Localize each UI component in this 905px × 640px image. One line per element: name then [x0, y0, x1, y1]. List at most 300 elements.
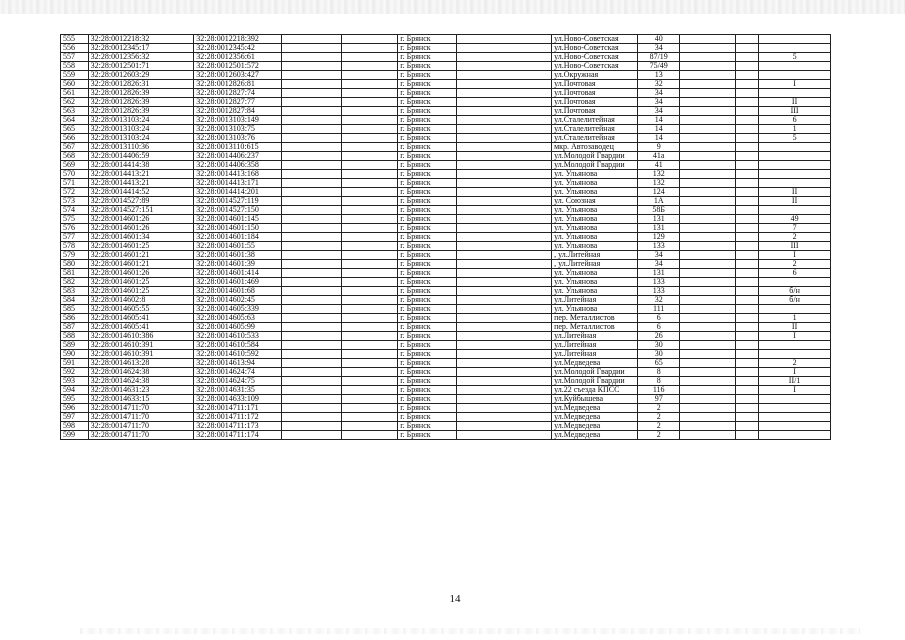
- empty-cell: [282, 260, 341, 269]
- apartment-cell: [759, 422, 831, 431]
- table-row: [61, 62, 831, 71]
- street-cell: ул.22 съезда КПСС: [552, 386, 638, 395]
- empty-cell: [341, 323, 397, 332]
- street-cell: ул.Литейная: [552, 350, 638, 359]
- empty-cell: [341, 98, 397, 107]
- empty-cell: [456, 98, 551, 107]
- table-row: [61, 377, 831, 386]
- apartment-cell: [759, 404, 831, 413]
- row-number-cell: 567: [61, 143, 89, 152]
- empty-cell: [680, 215, 735, 224]
- empty-cell: [735, 35, 759, 44]
- cadastral-number-land-cell: 32:28:0014711:70: [88, 431, 194, 440]
- city-cell: г. Брянск: [398, 233, 456, 242]
- cadastral-number-building-cell: 32:28:0012826:81: [194, 80, 282, 89]
- table-row: [61, 431, 831, 440]
- apartment-cell: [759, 89, 831, 98]
- table-row: [61, 278, 831, 287]
- empty-cell: [680, 242, 735, 251]
- empty-cell: [456, 197, 551, 206]
- empty-cell: [735, 278, 759, 287]
- house-number-cell: 6: [638, 323, 680, 332]
- empty-cell: [341, 251, 397, 260]
- empty-cell: [680, 62, 735, 71]
- empty-cell: [282, 215, 341, 224]
- empty-cell: [282, 422, 341, 431]
- empty-cell: [341, 116, 397, 125]
- table-row: [61, 368, 831, 377]
- empty-cell: [282, 242, 341, 251]
- street-cell: ул.Почтовая: [552, 107, 638, 116]
- empty-cell: [735, 296, 759, 305]
- empty-cell: [341, 125, 397, 134]
- street-cell: ул.Сталелитейная: [552, 134, 638, 143]
- empty-cell: [680, 80, 735, 89]
- empty-cell: [341, 413, 397, 422]
- empty-cell: [456, 341, 551, 350]
- house-number-cell: 34: [638, 98, 680, 107]
- cadastral-number-building-cell: 32:28:0012827:77: [194, 98, 282, 107]
- empty-cell: [282, 296, 341, 305]
- empty-cell: [735, 413, 759, 422]
- empty-cell: [735, 431, 759, 440]
- row-number-cell: 595: [61, 395, 89, 404]
- empty-cell: [680, 377, 735, 386]
- house-number-cell: 2: [638, 404, 680, 413]
- empty-cell: [341, 359, 397, 368]
- row-number-cell: 570: [61, 170, 89, 179]
- empty-cell: [341, 278, 397, 287]
- row-number-cell: 564: [61, 116, 89, 125]
- empty-cell: [680, 332, 735, 341]
- empty-cell: [735, 314, 759, 323]
- empty-cell: [456, 260, 551, 269]
- street-cell: ул.Почтовая: [552, 98, 638, 107]
- cadastral-number-building-cell: 32:28:0014605:99: [194, 323, 282, 332]
- cadastral-number-land-cell: 32:28:0014601:21: [88, 251, 194, 260]
- table-row: [61, 170, 831, 179]
- city-cell: г. Брянск: [398, 215, 456, 224]
- cadastral-number-land-cell: 32:28:0012345:17: [88, 44, 194, 53]
- empty-cell: [456, 206, 551, 215]
- cadastral-number-land-cell: 32:28:0014601:26: [88, 224, 194, 233]
- empty-cell: [735, 368, 759, 377]
- row-number-cell: 580: [61, 260, 89, 269]
- house-number-cell: 34: [638, 251, 680, 260]
- empty-cell: [456, 89, 551, 98]
- empty-cell: [341, 422, 397, 431]
- cadastral-number-land-cell: 32:28:0014605:55: [88, 305, 194, 314]
- city-cell: г. Брянск: [398, 395, 456, 404]
- empty-cell: [735, 71, 759, 80]
- apartment-cell: 5: [759, 134, 831, 143]
- row-number-cell: 598: [61, 422, 89, 431]
- empty-cell: [680, 206, 735, 215]
- empty-cell: [341, 341, 397, 350]
- apartment-cell: [759, 395, 831, 404]
- cadastral-number-building-cell: 32:28:0012827:84: [194, 107, 282, 116]
- street-cell: ул. Ульянова: [552, 233, 638, 242]
- page-number: 14: [449, 593, 461, 605]
- empty-cell: [456, 296, 551, 305]
- apartment-cell: [759, 305, 831, 314]
- street-cell: ул.Литейная: [552, 296, 638, 305]
- street-cell: ул.Литейная: [552, 332, 638, 341]
- house-number-cell: 32: [638, 80, 680, 89]
- apartment-cell: II: [759, 323, 831, 332]
- empty-cell: [341, 62, 397, 71]
- empty-cell: [456, 116, 551, 125]
- street-cell: , ул.Литейная: [552, 251, 638, 260]
- row-number-cell: 599: [61, 431, 89, 440]
- empty-cell: [680, 260, 735, 269]
- street-cell: ул.Ново-Советская: [552, 44, 638, 53]
- house-number-cell: 32: [638, 296, 680, 305]
- apartment-cell: [759, 35, 831, 44]
- table-row: [61, 71, 831, 80]
- apartment-cell: [759, 143, 831, 152]
- empty-cell: [456, 404, 551, 413]
- cadastral-number-land-cell: 32:28:0014527:89: [88, 197, 194, 206]
- empty-cell: [456, 242, 551, 251]
- city-cell: г. Брянск: [398, 413, 456, 422]
- street-cell: ул.Почтовая: [552, 89, 638, 98]
- empty-cell: [735, 332, 759, 341]
- street-cell: ул.Медведева: [552, 413, 638, 422]
- empty-cell: [735, 44, 759, 53]
- street-cell: ул.Ново-Советская: [552, 35, 638, 44]
- empty-cell: [341, 305, 397, 314]
- empty-cell: [282, 62, 341, 71]
- empty-cell: [282, 368, 341, 377]
- empty-cell: [341, 404, 397, 413]
- apartment-cell: I: [759, 368, 831, 377]
- empty-cell: [735, 233, 759, 242]
- apartment-cell: 6: [759, 269, 831, 278]
- empty-cell: [341, 107, 397, 116]
- empty-cell: [341, 296, 397, 305]
- table-row: [61, 242, 831, 251]
- street-cell: ул.Медведева: [552, 359, 638, 368]
- street-cell: мкр. Автозаводец: [552, 143, 638, 152]
- empty-cell: [680, 287, 735, 296]
- row-number-cell: 556: [61, 44, 89, 53]
- empty-cell: [680, 359, 735, 368]
- street-cell: ул. Ульянова: [552, 215, 638, 224]
- empty-cell: [680, 188, 735, 197]
- empty-cell: [456, 71, 551, 80]
- empty-cell: [282, 143, 341, 152]
- cadastral-number-land-cell: 32:28:0014601:25: [88, 242, 194, 251]
- city-cell: г. Брянск: [398, 80, 456, 89]
- empty-cell: [282, 332, 341, 341]
- table-row: [61, 233, 831, 242]
- apartment-cell: 2: [759, 233, 831, 242]
- table-row: [61, 422, 831, 431]
- empty-cell: [282, 44, 341, 53]
- apartment-cell: II/1: [759, 377, 831, 386]
- cadastral-number-land-cell: 32:28:0013110:36: [88, 143, 194, 152]
- empty-cell: [680, 89, 735, 98]
- cadastral-number-building-cell: 32:28:0014527:150: [194, 206, 282, 215]
- cadastral-number-building-cell: 32:28:0014601:38: [194, 251, 282, 260]
- cadastral-number-land-cell: 32:28:0012826:39: [88, 98, 194, 107]
- row-number-cell: 586: [61, 314, 89, 323]
- empty-cell: [282, 413, 341, 422]
- empty-cell: [456, 233, 551, 242]
- apartment-cell: б/н: [759, 287, 831, 296]
- empty-cell: [456, 35, 551, 44]
- cadastral-number-building-cell: 32:28:0013103:76: [194, 134, 282, 143]
- empty-cell: [680, 404, 735, 413]
- apartment-cell: 49: [759, 215, 831, 224]
- apartment-cell: [759, 152, 831, 161]
- cadastral-number-building-cell: 32:28:0014624:74: [194, 368, 282, 377]
- empty-cell: [680, 197, 735, 206]
- empty-cell: [680, 269, 735, 278]
- empty-cell: [341, 80, 397, 89]
- empty-cell: [680, 170, 735, 179]
- empty-cell: [282, 125, 341, 134]
- empty-cell: [282, 161, 341, 170]
- row-number-cell: 576: [61, 224, 89, 233]
- house-number-cell: 8: [638, 377, 680, 386]
- cadastral-number-land-cell: 32:28:0014413:21: [88, 179, 194, 188]
- house-number-cell: 132: [638, 170, 680, 179]
- cadastral-number-building-cell: 32:28:0013103:149: [194, 116, 282, 125]
- empty-cell: [680, 350, 735, 359]
- empty-cell: [456, 188, 551, 197]
- street-cell: ул.Молодой Гвардии: [552, 161, 638, 170]
- table-row: [61, 404, 831, 413]
- empty-cell: [735, 125, 759, 134]
- street-cell: пер. Металлистов: [552, 323, 638, 332]
- house-number-cell: 2: [638, 422, 680, 431]
- house-number-cell: 131: [638, 224, 680, 233]
- apartment-cell: [759, 278, 831, 287]
- table-row: [61, 197, 831, 206]
- cadastral-number-building-cell: 32:28:0014711:172: [194, 413, 282, 422]
- apartment-cell: 6: [759, 116, 831, 125]
- apartment-cell: [759, 341, 831, 350]
- table-row: [61, 35, 831, 44]
- house-number-cell: 87/19: [638, 53, 680, 62]
- empty-cell: [341, 206, 397, 215]
- cadastral-number-land-cell: 32:28:0012826:39: [88, 89, 194, 98]
- street-cell: ул.Ново-Советская: [552, 53, 638, 62]
- empty-cell: [341, 224, 397, 233]
- cadastral-number-building-cell: 32:28:0012603:427: [194, 71, 282, 80]
- row-number-cell: 589: [61, 341, 89, 350]
- empty-cell: [341, 71, 397, 80]
- house-number-cell: 2: [638, 413, 680, 422]
- table-row: [61, 44, 831, 53]
- cadastral-number-land-cell: 32:28:0013103:24: [88, 125, 194, 134]
- cadastral-number-land-cell: 32:28:0012603:29: [88, 71, 194, 80]
- house-number-cell: 133: [638, 278, 680, 287]
- street-cell: , ул.Литейная: [552, 260, 638, 269]
- street-cell: ул.Окружная: [552, 71, 638, 80]
- cadastral-number-land-cell: 32:28:0014610:391: [88, 341, 194, 350]
- cadastral-number-land-cell: 32:28:0014610:386: [88, 332, 194, 341]
- empty-cell: [341, 368, 397, 377]
- row-number-cell: 569: [61, 161, 89, 170]
- table-row: [61, 134, 831, 143]
- registry-table: [60, 34, 831, 440]
- apartment-cell: I: [759, 251, 831, 260]
- table-row: [61, 296, 831, 305]
- row-number-cell: 577: [61, 233, 89, 242]
- cadastral-number-land-cell: 32:28:0014711:70: [88, 422, 194, 431]
- table-row: [61, 251, 831, 260]
- empty-cell: [282, 350, 341, 359]
- empty-cell: [456, 134, 551, 143]
- city-cell: г. Брянск: [398, 422, 456, 431]
- cadastral-number-building-cell: 32:28:0014601:39: [194, 260, 282, 269]
- row-number-cell: 562: [61, 98, 89, 107]
- city-cell: г. Брянск: [398, 44, 456, 53]
- empty-cell: [735, 359, 759, 368]
- table-row: [61, 332, 831, 341]
- street-cell: ул. Ульянова: [552, 269, 638, 278]
- apartment-cell: II: [759, 188, 831, 197]
- empty-cell: [282, 395, 341, 404]
- cadastral-number-building-cell: 32:28:0012356:61: [194, 53, 282, 62]
- cadastral-number-building-cell: 32:28:0014711:174: [194, 431, 282, 440]
- empty-cell: [341, 35, 397, 44]
- empty-cell: [680, 368, 735, 377]
- empty-cell: [282, 107, 341, 116]
- empty-cell: [735, 62, 759, 71]
- cadastral-number-building-cell: 32:28:0014711:171: [194, 404, 282, 413]
- city-cell: г. Брянск: [398, 152, 456, 161]
- cadastral-number-land-cell: 32:28:0014414:38: [88, 161, 194, 170]
- house-number-cell: 111: [638, 305, 680, 314]
- row-number-cell: 591: [61, 359, 89, 368]
- cadastral-number-land-cell: 32:28:0012501:71: [88, 62, 194, 71]
- apartment-cell: [759, 413, 831, 422]
- street-cell: ул. Ульянова: [552, 305, 638, 314]
- empty-cell: [735, 89, 759, 98]
- house-number-cell: 133: [638, 242, 680, 251]
- empty-cell: [735, 386, 759, 395]
- street-cell: ул.Молодой Гвардии: [552, 368, 638, 377]
- empty-cell: [456, 359, 551, 368]
- city-cell: г. Брянск: [398, 134, 456, 143]
- cadastral-number-land-cell: 32:28:0012826:31: [88, 80, 194, 89]
- cadastral-number-land-cell: 32:28:0014406:59: [88, 152, 194, 161]
- street-cell: ул. Ульянова: [552, 242, 638, 251]
- cadastral-number-land-cell: 32:28:0014624:38: [88, 368, 194, 377]
- cadastral-number-land-cell: 32:28:0014711:70: [88, 413, 194, 422]
- cadastral-number-land-cell: 32:28:0014711:70: [88, 404, 194, 413]
- table-row: [61, 107, 831, 116]
- row-number-cell: 579: [61, 251, 89, 260]
- table-row: [61, 260, 831, 269]
- empty-cell: [282, 431, 341, 440]
- empty-cell: [735, 422, 759, 431]
- empty-cell: [680, 53, 735, 62]
- empty-cell: [341, 134, 397, 143]
- empty-cell: [735, 188, 759, 197]
- apartment-cell: 1: [759, 314, 831, 323]
- cadastral-number-land-cell: 32:28:0014601:26: [88, 269, 194, 278]
- street-cell: ул. Ульянова: [552, 179, 638, 188]
- empty-cell: [680, 341, 735, 350]
- empty-cell: [735, 350, 759, 359]
- table-row: [61, 143, 831, 152]
- street-cell: ул. Ульянова: [552, 206, 638, 215]
- table-row: [61, 206, 831, 215]
- street-cell: пер. Металлистов: [552, 314, 638, 323]
- street-cell: ул. Ульянова: [552, 188, 638, 197]
- city-cell: г. Брянск: [398, 287, 456, 296]
- cadastral-number-land-cell: 32:28:0013103:24: [88, 116, 194, 125]
- empty-cell: [282, 305, 341, 314]
- empty-cell: [456, 413, 551, 422]
- street-cell: ул.Ново-Советская: [552, 62, 638, 71]
- apartment-cell: III: [759, 107, 831, 116]
- empty-cell: [735, 197, 759, 206]
- cadastral-number-land-cell: 32:28:0014527:151: [88, 206, 194, 215]
- empty-cell: [282, 341, 341, 350]
- city-cell: г. Брянск: [398, 296, 456, 305]
- empty-cell: [456, 314, 551, 323]
- empty-cell: [735, 260, 759, 269]
- table-row: [61, 305, 831, 314]
- empty-cell: [456, 161, 551, 170]
- table-row: [61, 116, 831, 125]
- empty-cell: [456, 152, 551, 161]
- apartment-cell: I: [759, 332, 831, 341]
- table-row: [61, 359, 831, 368]
- house-number-cell: 75/49: [638, 62, 680, 71]
- row-number-cell: 582: [61, 278, 89, 287]
- house-number-cell: 34: [638, 89, 680, 98]
- empty-cell: [282, 377, 341, 386]
- empty-cell: [456, 44, 551, 53]
- cadastral-number-building-cell: 32:28:0014610:533: [194, 332, 282, 341]
- table-row: [61, 179, 831, 188]
- row-number-cell: 559: [61, 71, 89, 80]
- apartment-cell: [759, 44, 831, 53]
- empty-cell: [680, 44, 735, 53]
- empty-cell: [735, 134, 759, 143]
- city-cell: г. Брянск: [398, 242, 456, 251]
- empty-cell: [680, 386, 735, 395]
- cadastral-number-building-cell: 32:28:0014406:358: [194, 161, 282, 170]
- cadastral-number-building-cell: 32:28:0014601:68: [194, 287, 282, 296]
- row-number-cell: 568: [61, 152, 89, 161]
- house-number-cell: 8: [638, 368, 680, 377]
- street-cell: ул. Ульянова: [552, 278, 638, 287]
- apartment-cell: [759, 179, 831, 188]
- cadastral-number-building-cell: 32:28:0014413:168: [194, 170, 282, 179]
- city-cell: г. Брянск: [398, 62, 456, 71]
- empty-cell: [680, 116, 735, 125]
- city-cell: г. Брянск: [398, 332, 456, 341]
- cadastral-number-land-cell: 32:28:0014610:391: [88, 350, 194, 359]
- table-row: [61, 386, 831, 395]
- house-number-cell: 14: [638, 125, 680, 134]
- empty-cell: [456, 125, 551, 134]
- cadastral-number-land-cell: 32:28:0013103:24: [88, 134, 194, 143]
- house-number-cell: 1А: [638, 197, 680, 206]
- row-number-cell: 592: [61, 368, 89, 377]
- house-number-cell: 14: [638, 116, 680, 125]
- empty-cell: [735, 161, 759, 170]
- empty-cell: [282, 287, 341, 296]
